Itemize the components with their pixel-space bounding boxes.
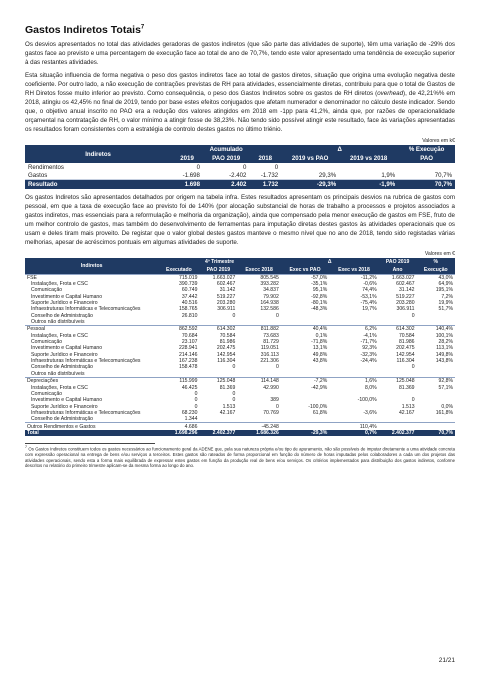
table-cell [339, 163, 398, 171]
header-execucao: % Execução [398, 145, 455, 154]
table-cell: 125.048 [379, 378, 417, 385]
table-cell: 28,2% [438, 339, 453, 346]
row-label: Comunicação [31, 287, 63, 294]
table-cell: 125.048 [199, 378, 237, 385]
subheader: Executado [158, 266, 199, 275]
table-cell: 142.954 [216, 351, 236, 358]
table-cell: 1.344 [184, 416, 198, 423]
row-label: Instalações, Frota e CSC [31, 281, 88, 287]
table-cell: 42.167 [219, 409, 236, 416]
header-delta: Δ [281, 258, 379, 266]
table-cell: 70.769 [263, 409, 279, 416]
table-cell: -45.248 [237, 423, 281, 430]
footnote-mark: 7 [25, 445, 27, 450]
table-cell: 19,7% [362, 306, 377, 313]
header-acumulado: Acumulado [171, 145, 281, 154]
subheader: Ano [379, 266, 417, 275]
table-cell: 81.986 [398, 339, 415, 346]
table-cell: -24,4% [360, 358, 377, 365]
summary-table-body [25, 163, 455, 189]
row-label: Outros não distribuíveis [31, 319, 85, 326]
row-label: Investimento e Capital Humano [31, 397, 103, 404]
table-cell: 306.911 [217, 306, 236, 313]
table-cell: -1.732 [249, 171, 281, 180]
table-cell: -1,9% [339, 180, 398, 189]
table-cell: 43,0% [417, 274, 455, 281]
table-cell: 0 [232, 364, 236, 371]
table-cell [199, 416, 237, 423]
summary-table [25, 145, 455, 189]
table-cell: 0 [274, 163, 279, 171]
table-cell: 0 [194, 403, 198, 410]
table-cell: -42,9% [311, 384, 328, 391]
table-cell: 221.306 [260, 358, 279, 365]
table-cell: -71,8% [311, 339, 328, 346]
table-cell: 26.810 [181, 312, 198, 319]
table-cell: -100,0% [357, 397, 377, 404]
table-cell [417, 416, 455, 423]
table-cell: 13,1% [312, 345, 328, 352]
row-label: Total [25, 430, 158, 436]
group-row [25, 423, 455, 430]
table-cell [379, 423, 417, 430]
table-cell: -7,2% [281, 378, 329, 385]
table-cell: 23.107 [181, 339, 198, 346]
table-cell: 158.478 [179, 364, 198, 371]
table-cell [329, 371, 378, 378]
footnote-divider [25, 443, 155, 444]
table-cell: 81.369 [219, 384, 236, 391]
table-cell [281, 423, 329, 430]
table-row [25, 163, 455, 171]
table-cell: -53,1% [360, 293, 377, 300]
table-cell: 715.019 [158, 274, 199, 281]
table-cell: 1.732 [249, 180, 281, 189]
table-cell: -1.698 [171, 171, 203, 180]
table-cell: -0,6% [363, 281, 377, 287]
table-cell: 602.467 [216, 281, 236, 287]
table-cell: 119.051 [260, 345, 279, 352]
table-cell: 81.986 [219, 339, 236, 346]
table-cell [199, 371, 237, 378]
table-cell: 1.698 [171, 180, 203, 189]
subheader: Execução [417, 266, 455, 275]
header-indiretos: Indiretos [25, 258, 158, 275]
row-label: Pessoal [25, 326, 158, 333]
row-label: Gastos [25, 171, 171, 180]
table-cell: 81.729 [263, 339, 279, 346]
table-cell: 1.663.027 [379, 274, 417, 281]
table-cell: 228.941 [179, 345, 198, 352]
paragraph-2 [25, 71, 455, 134]
table-row [25, 319, 455, 326]
table-cell: 40,4% [281, 326, 329, 333]
table-cell: 64,9% [438, 281, 453, 287]
header-trimestre: 4º Trimestre [158, 258, 281, 266]
table-cell: 602.467 [396, 281, 415, 287]
table-row [25, 371, 455, 378]
table-cell [281, 371, 329, 378]
table1-unit: Valores em k€ [422, 138, 455, 144]
table-cell: -4,1% [363, 332, 377, 339]
table-cell: 143,8% [435, 358, 453, 365]
row-label: Infraestruturas Informáticas e Telecomunicações [31, 409, 141, 416]
table-cell: 0 [411, 312, 415, 319]
table-cell: 0 [275, 364, 279, 371]
table-cell: 132.586 [260, 306, 279, 313]
page-number: 21/21 [438, 657, 455, 664]
table-cell: 1.698.296 [158, 430, 199, 436]
table-cell: 92,3% [362, 345, 377, 352]
table-cell: 203.280 [396, 300, 415, 307]
header-pao: PAO 2019 [379, 258, 417, 266]
table-cell: 0 [232, 312, 236, 319]
table-cell: -29,3% [281, 180, 339, 189]
table-cell: -48,3% [311, 306, 328, 313]
table-cell: 0,7% [329, 430, 378, 436]
section-heading [25, 24, 455, 36]
table-cell: 29,3% [281, 171, 339, 180]
table-cell: 60.749 [181, 287, 198, 294]
table-cell: 0 [194, 390, 198, 397]
row-label: Suporte Jurídico e Financeiro [31, 300, 98, 307]
table-cell: 390.739 [179, 281, 198, 287]
row-label: Suporte Jurídico e Financeiro [31, 351, 98, 358]
table-cell: -75,4% [360, 300, 377, 307]
table-cell: 614.302 [379, 326, 417, 333]
footnote-text: Os Gastos Indiretos constituem todos os gastos necessários ao funcionamento geral da ADENE que, pela sua natureza própria e/ou tipo de apuramento, não são possíveis de imputar diretamente a uma atividade concreta com expressão operacional na entrega de bens e/ou serviços a terceiros. Estes gastos são rateados de forma proporcional em função do número de horas imputadas pelos colaboradores a cada um dos projetos das atividades operacionais, sendo esta a forma mais equilibrada de expressar estes gastos em função da produção real de bens e/ou serviços. Os critérios implementados para distribuição dos gastos indiretos, conforme descritos no relatório do primeiro trimestre aplicam-se da mesma forma ao longo do ano. [25, 446, 455, 469]
table-cell: -32,3% [360, 351, 377, 358]
table-cell: -35,1% [311, 281, 328, 287]
subheader: Execc 2018 [237, 266, 281, 275]
table-cell: 70.684 [181, 332, 198, 339]
subheader: 2019 vs PAO [281, 154, 339, 163]
subheader: 2019 [171, 154, 203, 163]
result-row [25, 180, 455, 189]
table-cell: 113,1% [436, 345, 453, 352]
table-cell [158, 319, 199, 326]
paragraph-2-part-b: ), de 42,21%% em 2018, atingiu os 42,45% no final de 2019, tendo por base estes efeitos conjugados que afetam numerador e denominador no cálculo deste indicador. Sendo que, o objetivo anual inscrito no PAO era a redução dos valores atingidos em 2018 em -1pp para 41,2%, ainda que, por razões de operacionalidade orçamental na contratação de RH, o valor mínimo a atingir fosse de 38,23%. Não tendo sido possível atingir este resultado, face às variações apresentadas os resultados foram consistentes com a estratégia de controlo destes gastos no último triénio. [25, 90, 455, 133]
table-cell: 195,1% [435, 287, 453, 294]
table-cell [237, 319, 281, 326]
table-cell: 42.167 [398, 409, 415, 416]
row-label: Outros não distribuíveis [31, 370, 85, 377]
table-cell: 0 [232, 397, 236, 404]
paragraph-3: Os gastos Indiretos são apresentados detalhados por origem na tabela infra. Estes resultados apresentam os principais desvios na rubrica de gastos com pessoal, em que a taxa de execução face ao previsto foi de 140% (por alocação substancial de horas de trabalho a processos e projetos associados a gastos indiretos, mas essenciais para a reformulação e melhoria da organização), ainda que compensado pela menor execução de gastos em FSE, fruto de um melhor controlo de gastos, mas também do desenvolvimento de ferramentas para imputação diretas destes gastos às atividades operacionais que os usam e deles tiram mais proveito. De registar que o valor global destes gastos manteve o mesmo nível que no ano de 2018, tendo sido registadas várias melhorias, apesar de acréscimos pontuais em algumas atividades de suporte. [25, 193, 455, 246]
table-cell: 7,2% [441, 293, 453, 300]
table-cell: 393.282 [260, 281, 279, 287]
subheader: PAO [398, 154, 455, 163]
table-cell: 116.304 [217, 358, 236, 365]
table-cell: 1.513 [222, 403, 236, 410]
table-cell [329, 319, 378, 326]
table-cell: 74,4% [362, 287, 377, 294]
table-cell: 202.475 [216, 345, 236, 352]
table-cell: 1.663.027 [199, 274, 237, 281]
table-cell: -80,1% [311, 300, 328, 307]
table-cell [417, 319, 455, 326]
table-cell: 40.516 [181, 300, 198, 307]
table-cell: 116.304 [396, 358, 415, 365]
table-cell: 115.999 [158, 378, 199, 385]
table-cell: -92,8% [311, 293, 328, 300]
group-row [25, 378, 455, 385]
table-cell: 214.146 [179, 351, 198, 358]
table-row [25, 171, 455, 180]
table2-unit: Valores em € [424, 250, 455, 257]
table-cell: 805.545 [237, 274, 281, 281]
table-cell: -3,6% [363, 409, 377, 416]
table-cell: 149,8% [435, 351, 453, 358]
detail-table-body [25, 274, 455, 436]
table-cell: 519.227 [216, 293, 236, 300]
table-cell: -2.402 [203, 171, 249, 180]
table-cell: 92,8% [417, 378, 455, 385]
overhead-term: overhead [377, 90, 404, 97]
table-cell: 142.954 [396, 351, 415, 358]
row-label: Conselho de Administração [31, 364, 94, 371]
table-cell: 0 [411, 397, 415, 404]
heading-text: Gastos Indiretos Totais [25, 24, 141, 36]
table-cell: 57,1% [438, 384, 453, 391]
table-cell: 0 [194, 397, 198, 404]
subheader: Exec vs 2018 [329, 266, 378, 275]
row-label: Investimento e Capital Humano [31, 293, 103, 300]
row-label: Infraestruturas Informáticas e Telecomunicações [31, 306, 141, 313]
table-cell: 43,8% [312, 358, 328, 365]
table-cell: 31.142 [398, 287, 415, 294]
header-indiretos: Indiretos [25, 145, 171, 163]
row-label: Instalações, Frota e CSC [31, 384, 88, 391]
table-cell [237, 371, 281, 378]
group-row [25, 326, 455, 333]
table-cell: 46.425 [181, 384, 198, 391]
table-cell [329, 416, 378, 423]
table-cell: 0 [275, 403, 279, 410]
table-cell: 167.238 [179, 358, 198, 365]
table-cell: 1,9% [339, 171, 398, 180]
table-cell: 306.911 [396, 306, 415, 313]
group-row [25, 274, 455, 281]
row-label: Infraestruturas Informáticas e Telecomunicações [31, 358, 141, 365]
total-row [25, 430, 455, 436]
table-cell: 1,6% [329, 378, 378, 385]
table-cell: 19,9% [438, 300, 453, 307]
subheader: 2019 vs 2018 [339, 154, 398, 163]
page-body [25, 24, 455, 469]
table-cell: 2.402 [203, 180, 249, 189]
row-label: Comunicação [31, 339, 63, 346]
table-cell: 51,7% [438, 306, 453, 313]
table-cell [417, 371, 455, 378]
table-cell: 114.148 [237, 378, 281, 385]
header-pct: % [417, 258, 455, 266]
row-label: Resultado [25, 180, 171, 189]
footnote [25, 445, 455, 469]
table-cell: 316.113 [260, 351, 279, 358]
table-cell: 68.230 [181, 409, 198, 416]
footnote-ref: 7 [140, 24, 145, 31]
table-cell: 1.686.326 [237, 430, 281, 436]
table-cell: -57,0% [281, 274, 329, 281]
table-cell: 1.513 [401, 403, 415, 410]
subheader: 2018 [249, 154, 281, 163]
table-cell: 70,7% [398, 180, 455, 189]
table-cell: 2.402.377 [379, 430, 417, 436]
table-cell: 140,4% [417, 326, 455, 333]
row-label: Suporte Jurídico e Financeiro [31, 403, 98, 410]
table-cell: 70,7% [398, 171, 455, 180]
table-cell: 0 [411, 364, 415, 371]
row-label: Conselho de Administração [31, 416, 94, 423]
table-cell [237, 416, 281, 423]
row-label: Depreciações [25, 378, 158, 385]
table-cell [398, 163, 455, 171]
table-cell: 161,8% [435, 409, 453, 416]
subheader: Exec vs PAO [281, 266, 329, 275]
paragraph-2-part-a: Esta situação influencia de forma negativa o peso dos gastos indiretos face ao total de gastos diretos, situação que origina uma evolução negativa deste coeficiente. Por outro lado, a não execução de contrações previstas de RH para atividades, essencialmente diretas, contribuiu para que o total de Gastos de RH Diretos fosse muito inferior ao previsto. Como consequência, o peso dos Gastos Indiretos sobre os gastos de RH diretos ( [25, 72, 455, 97]
table-cell: -71,7% [360, 339, 377, 346]
table-cell: 31.142 [219, 287, 236, 294]
table-cell [379, 371, 417, 378]
table-cell: 95,1% [312, 287, 328, 294]
table-cell: 0 [232, 390, 236, 397]
table-cell: 389 [270, 397, 279, 404]
row-label: Comunicação [31, 390, 63, 397]
table-cell: 61,8% [312, 409, 328, 416]
table-cell: 811.882 [237, 326, 281, 333]
table-cell: 0 [275, 312, 279, 319]
table-cell: 70.584 [398, 332, 415, 339]
table-cell: 614.302 [199, 326, 237, 333]
table-cell: 42.990 [263, 384, 279, 391]
table-cell: 0,1% [315, 332, 328, 339]
table-cell: 2.402.377 [199, 430, 237, 436]
table-cell: 73.683 [263, 332, 279, 339]
table-cell [281, 416, 329, 423]
table-cell [199, 423, 237, 430]
row-label: Rendimentos [28, 163, 64, 171]
paragraph-1: Os desvios apresentados no total das atividades geradoras de gastos indiretos (que são parte das atividades de suporte), têm uma variação de -29% dos gastos face ao previsto e uma percentagem de execução face ao total de ano de 70,7%, tendo este valor apresentado uma tendência de execução superior à das restantes atividades. [25, 41, 455, 66]
row-label: FSE [25, 274, 158, 281]
table-cell: 70.584 [219, 332, 236, 339]
row-label: Outros Rendimentos e Gastos [25, 423, 158, 430]
table-cell: 70,7% [417, 430, 455, 436]
table-cell: 8,0% [365, 384, 377, 391]
table-cell: 49,8% [312, 351, 328, 358]
table-cell: 81.369 [398, 384, 415, 391]
table-cell: 34.837 [263, 287, 279, 294]
row-label: Instalações, Frota e CSC [31, 332, 88, 339]
table-cell: 862.592 [158, 326, 199, 333]
table-cell [379, 416, 417, 423]
table-cell [417, 423, 455, 430]
table-cell [281, 319, 329, 326]
row-label: Investimento e Capital Humano [31, 345, 103, 352]
table-cell: 158.765 [179, 306, 198, 313]
table-cell [281, 163, 339, 171]
table-cell [379, 319, 417, 326]
table-cell: 6,2% [329, 326, 378, 333]
table-cell: 0 [196, 163, 200, 171]
table-cell: 110,4% [329, 423, 378, 430]
table-cell: 202.475 [396, 345, 415, 352]
table-cell: 79.902 [263, 293, 279, 300]
header-delta: Δ [281, 145, 398, 154]
table-cell: 0 [242, 163, 247, 171]
table-cell: 100,1% [435, 332, 453, 339]
row-label: Conselho de Administração [31, 312, 94, 319]
table-cell [199, 319, 237, 326]
table-cell: 519.227 [396, 293, 415, 300]
subheader: PAO 2019 [203, 154, 249, 163]
subheader: PAO 2019 [199, 266, 237, 275]
table-row [25, 416, 455, 423]
table-cell: 164.938 [260, 300, 279, 307]
table-cell: 0,0% [441, 403, 453, 410]
table-cell: -11,2% [329, 274, 378, 281]
detail-table [25, 258, 455, 437]
table-cell: -29,3% [281, 430, 329, 436]
table-cell [158, 371, 199, 378]
table-cell: -100,0% [308, 403, 328, 410]
table-cell: 203.280 [216, 300, 236, 307]
table-cell: 4.686 [158, 423, 199, 430]
table-cell: 37.442 [181, 293, 198, 300]
